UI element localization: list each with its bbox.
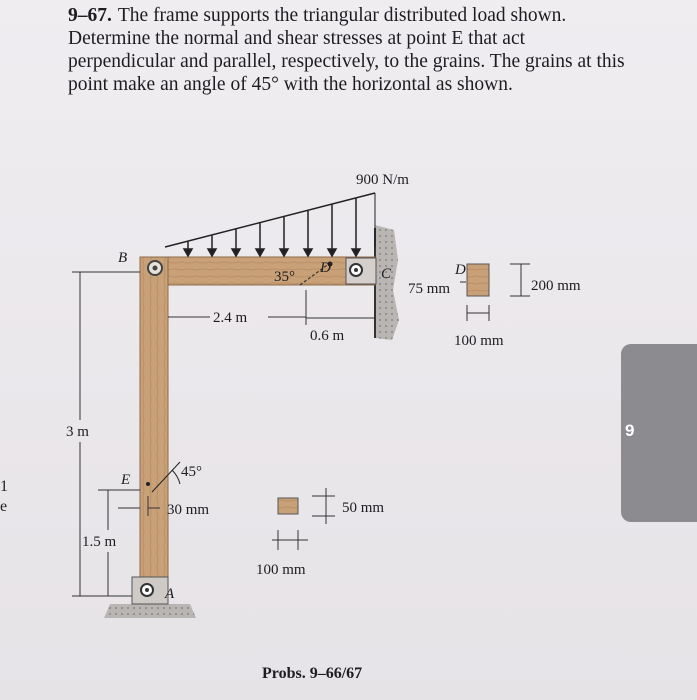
dim-0-6-label: 0.6 m — [310, 328, 345, 344]
dim-3-label: 3 m — [66, 424, 89, 440]
load-label: 900 N/m — [356, 172, 409, 188]
chapter-tab-number: 9 — [625, 421, 635, 440]
angle-45-label: 45° — [181, 464, 202, 480]
cross-section-bottom — [278, 498, 298, 514]
problem-text: The frame supports the triangular distributed load shown. Determine the normal and shear stresses at point E that act perpendicular and parallel, respectively, to the grains. The grains at this point make an angle of 45° with the horizontal as shown. — [68, 5, 625, 95]
load-arrows — [184, 198, 360, 256]
dim-50mm-label: 50 mm — [342, 500, 385, 516]
cross-section-right — [467, 264, 489, 296]
point-c-label: C — [381, 266, 392, 282]
margin-glyph-1: 1 — [0, 478, 8, 495]
detail-d-label: D — [455, 262, 466, 278]
point-e-marker — [146, 482, 150, 486]
point-e-label: E — [121, 472, 131, 488]
point-d-label: D — [320, 260, 331, 276]
ground-support — [104, 604, 196, 618]
dim-200mm-label: 200 mm — [531, 278, 581, 294]
figure-caption: Probs. 9–66/67 — [262, 665, 363, 682]
dim-100mm-bottom-label: 100 mm — [256, 562, 306, 578]
dim-75mm-label: 75 mm — [408, 281, 451, 297]
point-a-label: A — [165, 586, 175, 602]
horizontal-member — [140, 257, 375, 285]
vertical-member — [140, 257, 168, 577]
angle-35-label: 35° — [274, 269, 295, 285]
problem-number: 9–67. — [68, 5, 112, 26]
margin-glyph-2: e — [0, 498, 8, 515]
wall-support — [375, 225, 399, 340]
point-b-label: B — [118, 250, 128, 266]
dim-1-5-label: 1.5 m — [82, 534, 117, 550]
dim-2-4-label: 2.4 m — [213, 310, 248, 326]
dim-100mm-right-label: 100 mm — [454, 333, 504, 349]
load-envelope — [165, 193, 375, 247]
dim-30mm-label: 30 mm — [167, 502, 210, 518]
